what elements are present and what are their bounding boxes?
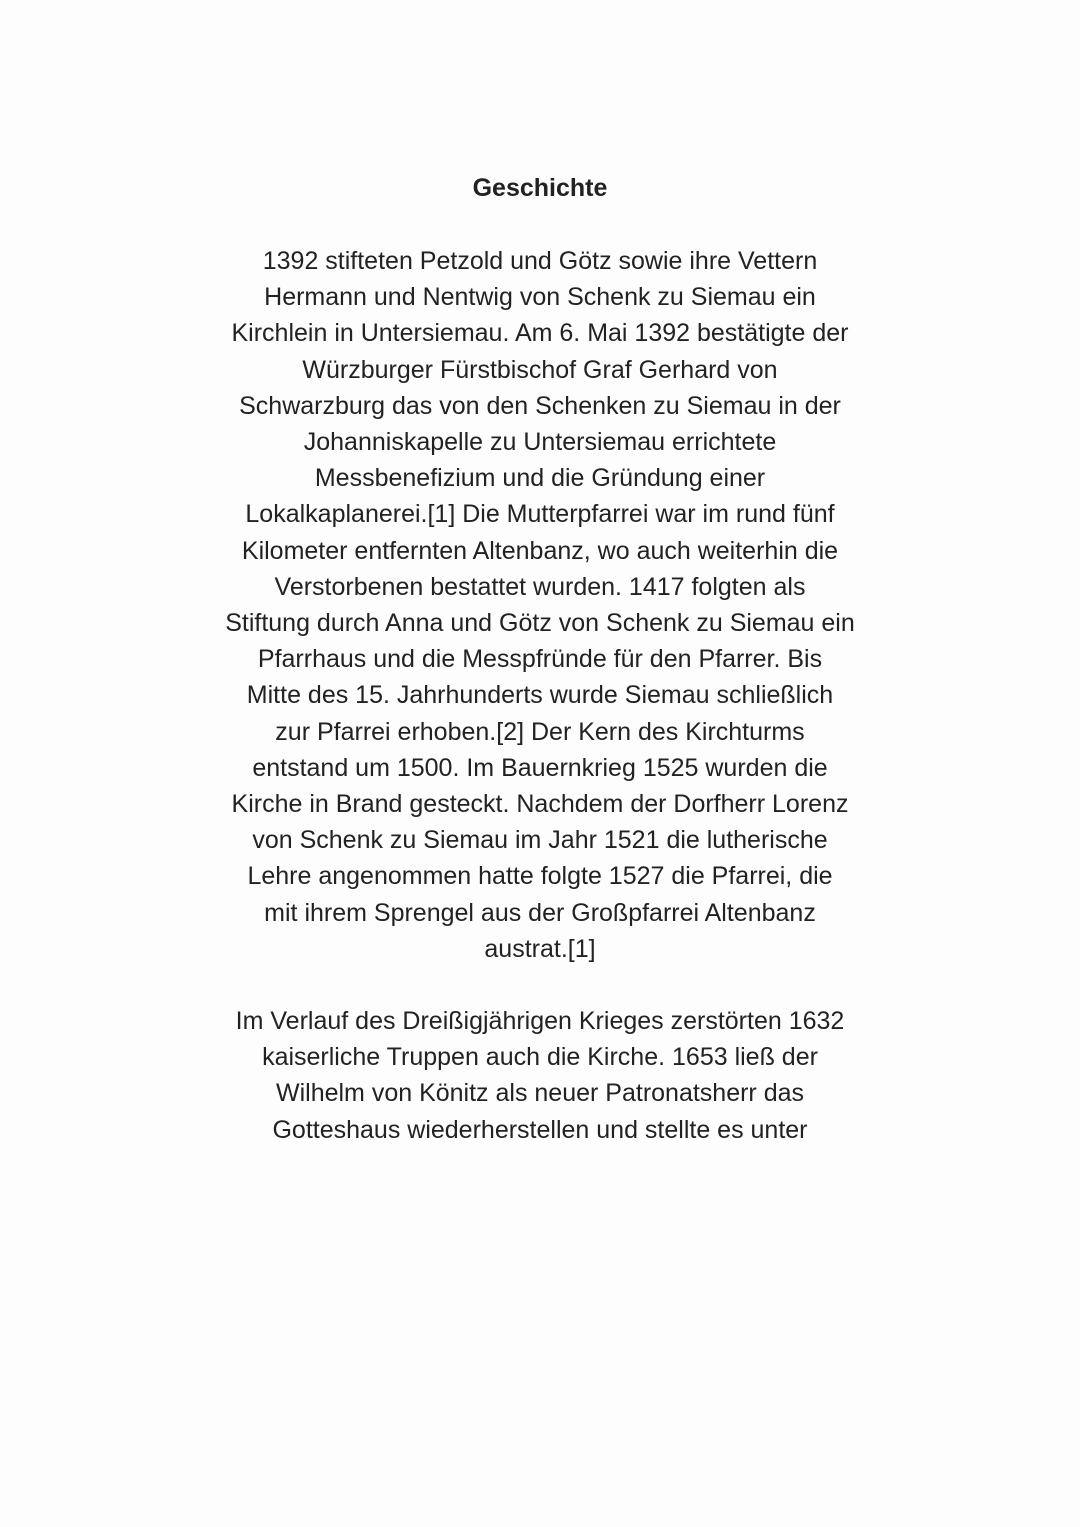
paragraph-2 bbox=[190, 1003, 890, 1148]
text-line: Mitte des 15. Jahrhunderts wurde Siemau schließlich bbox=[246, 681, 834, 710]
text-line: austrat.[1] bbox=[484, 934, 596, 963]
text-line: Kirche in Brand gesteckt. Nachdem der Dorfherr Lorenz bbox=[231, 790, 849, 819]
text-line: Hermann und Nentwig von Schenk zu Siemau ein bbox=[264, 283, 816, 312]
text-line: Schwarzburg das von den Schenken zu Siemau in der bbox=[239, 391, 841, 420]
text-line: Lokalkaplanerei.[1] Die Mutterpfarrei war im rund fünf bbox=[245, 500, 835, 529]
text-line: 1392 stifteten Petzold und Götz sowie ihre Vettern bbox=[262, 247, 818, 275]
text-line: kaiserliche Truppen auch die Kirche. 1653 ließ der bbox=[262, 1043, 818, 1072]
text-line: Johanniskapelle zu Untersiemau errichtete bbox=[303, 428, 777, 457]
text-line: mit ihrem Sprengel aus der Großpfarrei Altenbanz bbox=[264, 898, 816, 927]
text-line: Gotteshaus wiederherstellen und stellte es unter bbox=[272, 1115, 808, 1144]
text-line: Messbenefizium und die Gründung einer bbox=[314, 464, 766, 493]
text-line: Lehre angenommen hatte folgte 1527 die Pfarrei, die bbox=[247, 862, 833, 891]
text-line: Verstorbenen bestattet wurden. 1417 folgten als bbox=[274, 572, 806, 601]
text-line: zur Pfarrei erhoben.[2] Der Kern des Kirchturms bbox=[275, 717, 805, 746]
text-line: Kirchlein in Untersiemau. Am 6. Mai 1392 bestätigte der bbox=[231, 319, 849, 348]
text-line: Wilhelm von Könitz als neuer Patronatsherr das bbox=[275, 1079, 805, 1108]
text-line: Pfarrhaus und die Messpfründe für den Pfarrer. Bis bbox=[257, 645, 823, 674]
text-line: entstand um 1500. Im Bauernkrieg 1525 wurden die bbox=[252, 753, 828, 782]
text-line: Stiftung durch Anna und Götz von Schenk zu Siemau ein bbox=[225, 609, 855, 638]
text-line: von Schenk zu Siemau im Jahr 1521 die lutherische bbox=[252, 826, 828, 855]
page-title: Geschichte bbox=[472, 174, 608, 202]
text-line: Im Verlauf des Dreißigjährigen Krieges zerstörten 1632 bbox=[235, 1007, 845, 1035]
text-line: Würzburger Fürstbischof Graf Gerhard von bbox=[302, 355, 778, 384]
paragraph-1 bbox=[190, 243, 890, 967]
text-line: Kilometer entfernten Altenbanz, wo auch weiterhin die bbox=[241, 536, 839, 565]
